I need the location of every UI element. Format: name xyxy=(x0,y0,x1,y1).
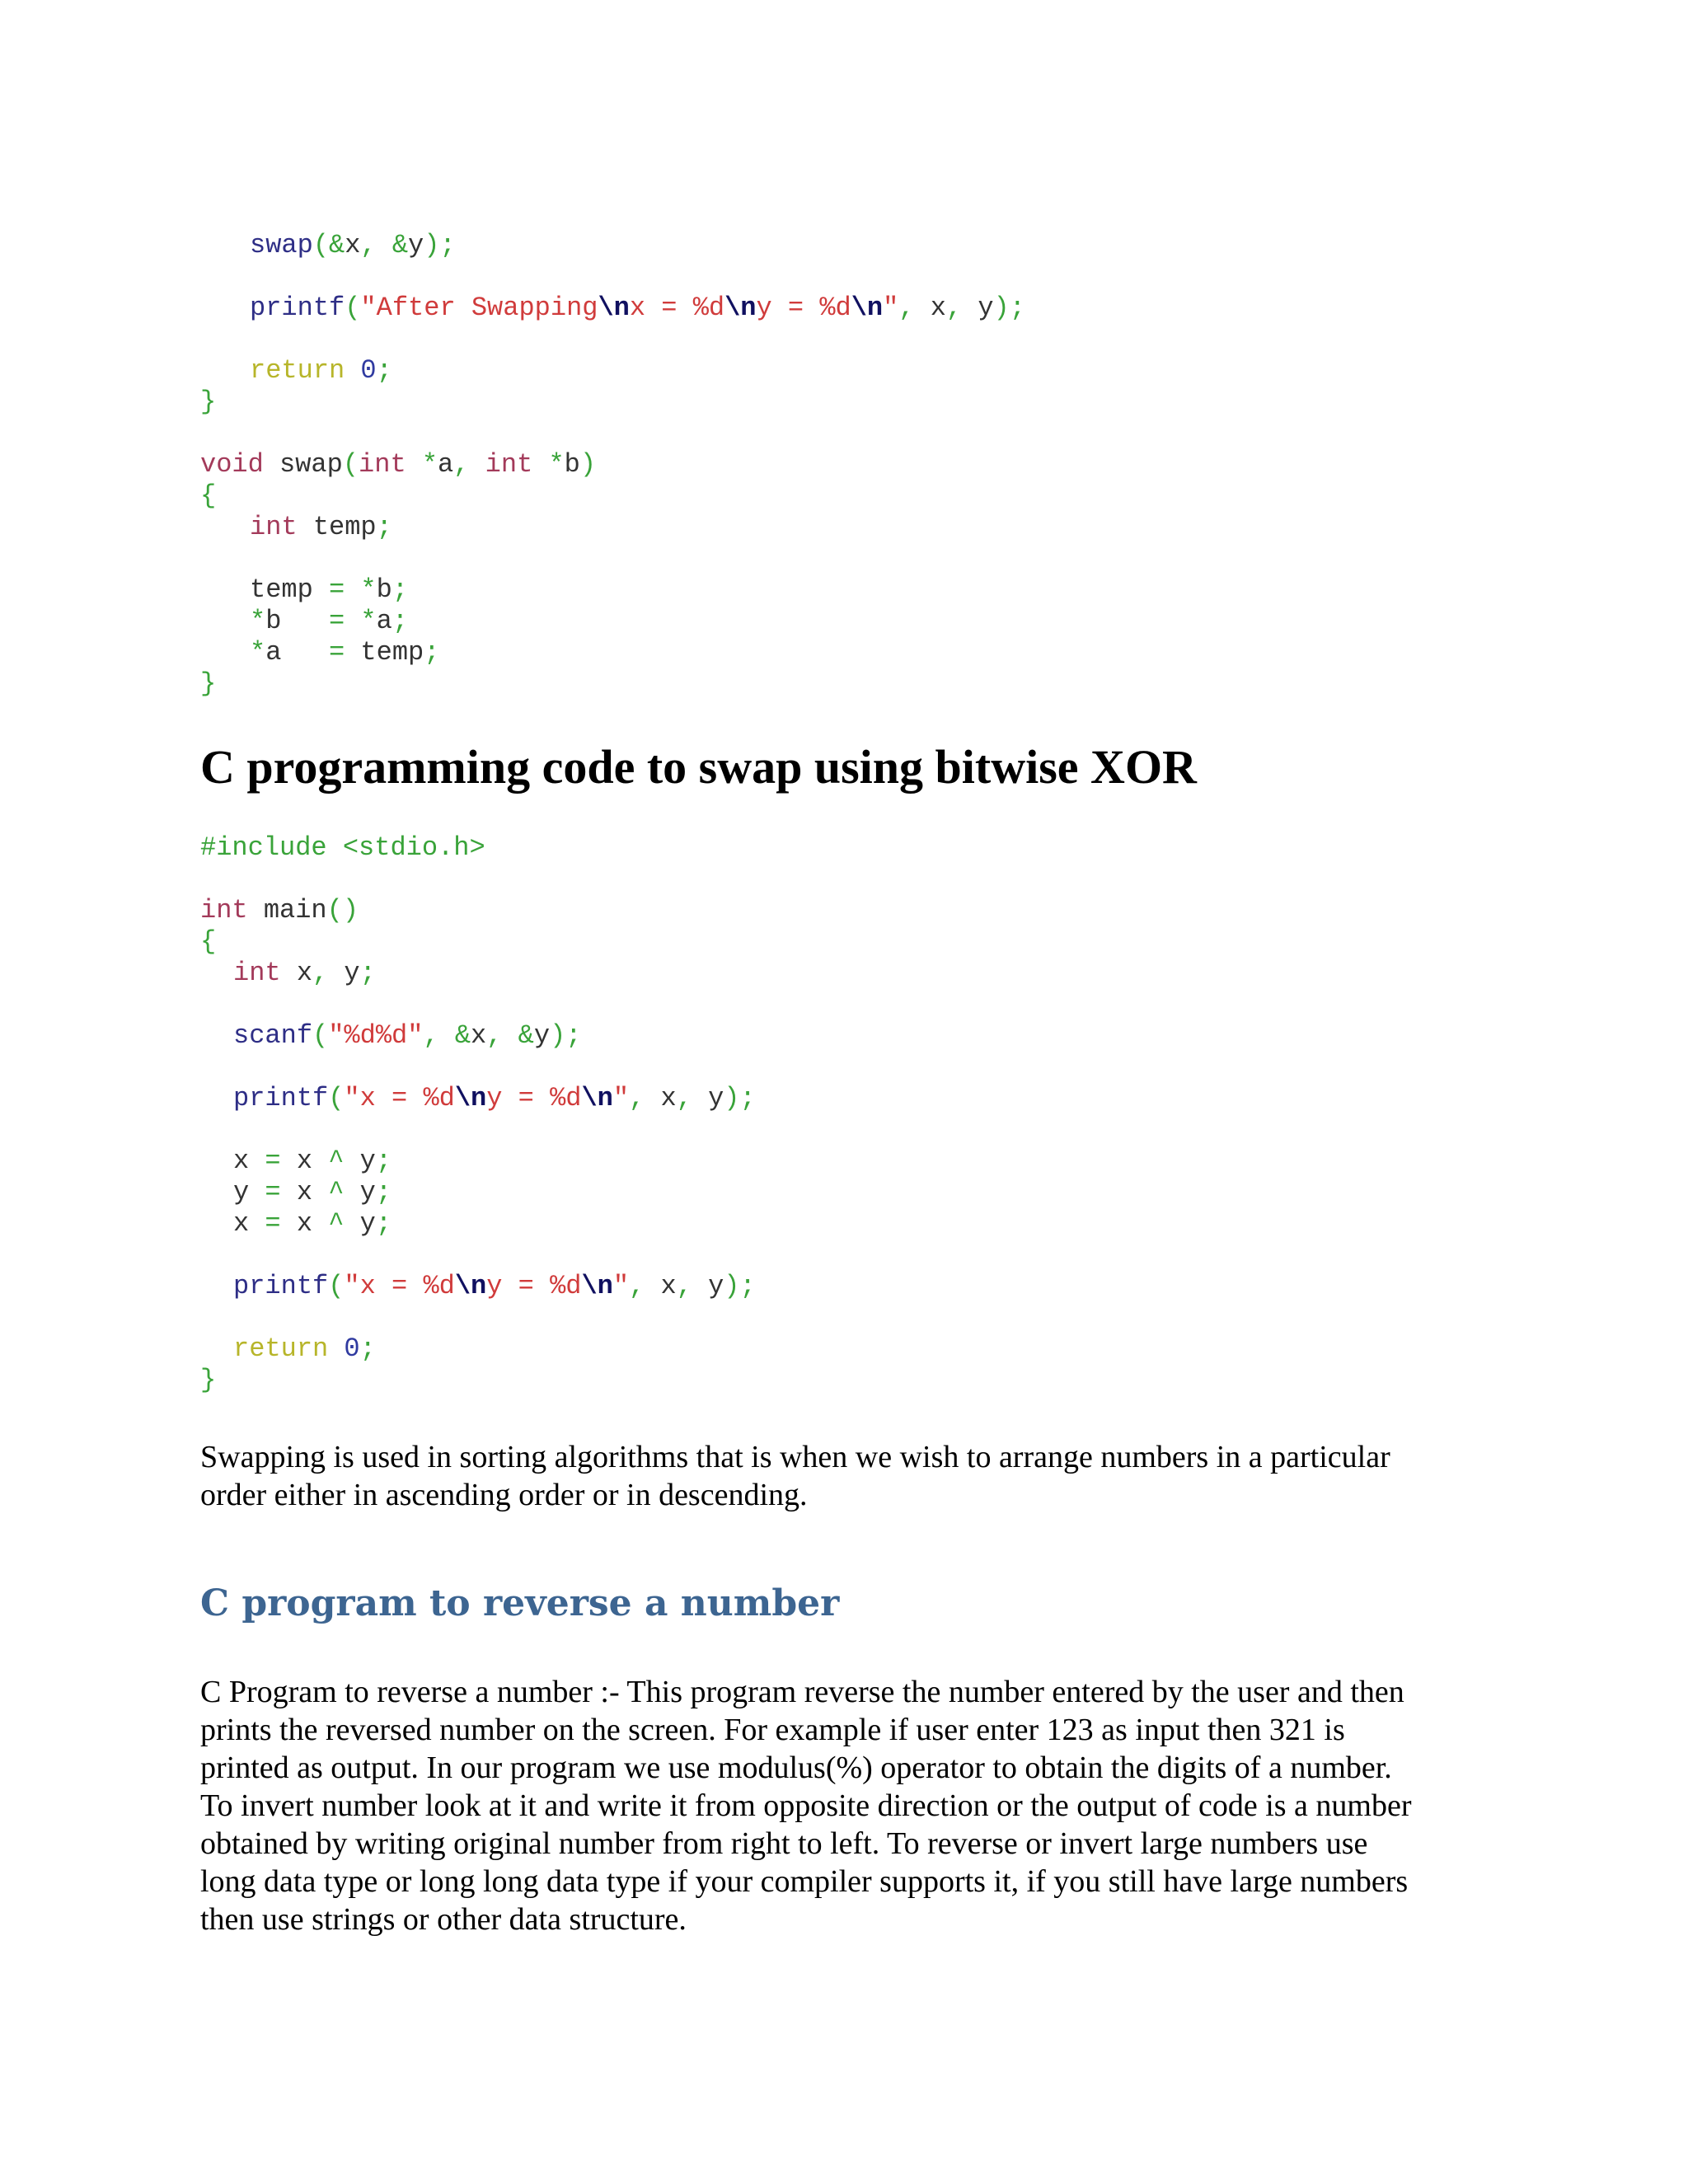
paragraph-line: printed as output. In our program we use modulus(%) operator to obtain the digits of a number. xyxy=(200,1750,1392,1785)
code-token: ; xyxy=(424,637,440,668)
code-token: x xyxy=(471,1020,487,1051)
code-blank-line xyxy=(200,1114,756,1146)
code-token: " xyxy=(883,293,899,323)
code-token: b xyxy=(564,449,580,480)
code-token: y = %d xyxy=(756,293,851,323)
code-line xyxy=(200,230,1025,261)
paragraph-line: order either in ascending order or in descending. xyxy=(200,1478,808,1512)
code-token: ( xyxy=(312,1020,329,1051)
code-token: ) xyxy=(579,449,597,480)
code-line xyxy=(200,1020,756,1052)
code-token: , xyxy=(945,293,978,323)
code-token: x xyxy=(345,230,361,260)
code-token: (& xyxy=(312,230,345,260)
code-token: "After Swapping xyxy=(360,293,598,323)
paragraph-line: Swapping is used in sorting algorithms that is when we wish to arrange numbers in a particular xyxy=(200,1440,1390,1474)
code-token: ; xyxy=(359,958,376,988)
code-token: y xyxy=(344,958,360,988)
code-blank-line xyxy=(200,324,1025,355)
code-token: \n xyxy=(851,293,884,323)
code-token: ; xyxy=(375,1208,392,1239)
code-token: ; xyxy=(375,1177,392,1207)
code-line xyxy=(200,606,1025,637)
code-token: } xyxy=(200,668,217,699)
code-token: " xyxy=(612,1083,630,1113)
code-token: , & xyxy=(486,1020,534,1051)
code-token: int xyxy=(485,449,533,480)
code-token: ; xyxy=(392,574,409,605)
paragraph-line: prints the reversed number on the screen. For example if user enter 123 as input then 321 is xyxy=(200,1713,1345,1747)
code-line xyxy=(200,355,1025,387)
code-line xyxy=(200,293,1025,324)
code-token: y xyxy=(708,1271,724,1301)
code-blank-line xyxy=(200,1240,756,1271)
code-token: a xyxy=(265,637,330,668)
code-token: * xyxy=(250,606,266,636)
code-token: ; xyxy=(359,1333,376,1364)
code-token: () xyxy=(326,895,359,926)
code-token: , xyxy=(629,1271,661,1301)
paragraph-line: obtained by writing original number from right to left. To reverse or invert large numbers use xyxy=(200,1826,1368,1861)
code-token: ^ xyxy=(328,1146,360,1176)
code-token: ( xyxy=(328,1271,345,1301)
code-token: } xyxy=(200,1365,217,1395)
code-blank-line xyxy=(200,418,1025,449)
paragraph-reverse-number xyxy=(200,1673,1486,1938)
code-token: = * xyxy=(329,574,377,605)
code-token: temp xyxy=(297,512,377,542)
code-token: x xyxy=(296,1177,329,1207)
code-token: "x = %d xyxy=(344,1083,455,1113)
code-line xyxy=(200,1177,756,1208)
code-token: * xyxy=(250,637,266,668)
paragraph-swapping-usage xyxy=(200,1438,1486,1514)
code-token: = xyxy=(265,1146,297,1176)
code-token: x = %d xyxy=(629,293,725,323)
code-line xyxy=(200,832,756,864)
code-token: * xyxy=(406,449,438,480)
code-token: y = %d xyxy=(486,1271,582,1301)
code-token: , xyxy=(629,1083,661,1113)
code-token: a xyxy=(376,606,392,636)
code-line xyxy=(200,387,1025,418)
code-token: a xyxy=(438,449,454,480)
code-token: ^ xyxy=(328,1208,360,1239)
code-line xyxy=(200,958,756,989)
code-token: 0 xyxy=(360,355,377,386)
code-token: x xyxy=(930,293,946,323)
code-token: , xyxy=(312,958,345,988)
code-token: = xyxy=(265,1208,297,1239)
code-token: , & xyxy=(423,1020,471,1051)
code-token: ( xyxy=(328,1083,345,1113)
code-token: void xyxy=(200,449,264,480)
heading-xor-swap: C programming code to swap using bitwise XOR xyxy=(200,740,1197,794)
code-blank-line xyxy=(200,989,756,1020)
code-token: \n xyxy=(454,1271,487,1301)
code-token: printf xyxy=(250,293,345,323)
code-line xyxy=(200,1333,756,1365)
paragraph-line: long data type or long long data type if your compiler supports it, if you still have large numbers xyxy=(200,1864,1409,1899)
code-token: = xyxy=(329,637,361,668)
code-blank-line xyxy=(200,261,1025,293)
code-token: ); xyxy=(550,1020,582,1051)
paragraph-line: then use strings or other data structure. xyxy=(200,1902,687,1937)
code-token xyxy=(345,355,360,386)
code-token: y xyxy=(708,1083,724,1113)
code-token: swap xyxy=(250,230,313,260)
code-token: , xyxy=(898,293,931,323)
code-token: #include <stdio.h> xyxy=(200,832,485,863)
code-token: ( xyxy=(345,293,361,323)
code-token: { xyxy=(200,480,217,511)
code-line xyxy=(200,480,1025,512)
code-line xyxy=(200,1365,756,1396)
code-token: ( xyxy=(342,449,359,480)
code-line xyxy=(200,1271,756,1302)
code-blank-line xyxy=(200,864,756,895)
code-line xyxy=(200,1083,756,1114)
code-token: x xyxy=(280,958,313,988)
code-token: y xyxy=(408,230,424,260)
code-token: ; xyxy=(376,355,392,386)
code-token: 0 xyxy=(344,1333,360,1364)
code-token: \n xyxy=(581,1083,613,1113)
code-token: * xyxy=(532,449,565,480)
code-token: "%d%d" xyxy=(328,1020,424,1051)
code-token: , xyxy=(453,449,485,480)
code-token: \n xyxy=(724,293,757,323)
code-token: x xyxy=(296,1208,329,1239)
code-token: ^ xyxy=(328,1177,360,1207)
code-line xyxy=(200,1208,756,1240)
code-token: = xyxy=(265,1177,297,1207)
code-blank-line xyxy=(200,1302,756,1333)
code-token: return xyxy=(233,1333,329,1364)
code-line xyxy=(200,1146,756,1177)
code-line xyxy=(200,926,756,958)
code-token: ); xyxy=(724,1083,756,1113)
code-token: printf xyxy=(233,1083,329,1113)
code-line xyxy=(200,895,756,926)
code-token: , xyxy=(676,1083,709,1113)
code-token: \n xyxy=(598,293,630,323)
code-block-swap-pointers xyxy=(200,230,1025,700)
code-line xyxy=(200,512,1025,543)
paragraph-line: To invert number look at it and write it from opposite direction or the output of code is a number xyxy=(200,1788,1412,1823)
code-token: = * xyxy=(329,606,377,636)
code-token: temp xyxy=(360,637,424,668)
code-token: y xyxy=(233,1177,265,1207)
code-token: x xyxy=(660,1271,677,1301)
code-token: swap xyxy=(263,449,343,480)
code-line xyxy=(200,668,1025,700)
code-token: ); xyxy=(993,293,1025,323)
code-token: , & xyxy=(360,230,409,260)
code-token: return xyxy=(250,355,345,386)
heading-reverse-number: C program to reverse a number xyxy=(200,1582,840,1624)
code-token: x xyxy=(233,1208,265,1239)
code-token: "x = %d xyxy=(344,1271,455,1301)
code-line xyxy=(200,637,1025,668)
code-token: printf xyxy=(233,1271,329,1301)
code-line xyxy=(200,449,1025,480)
code-blank-line xyxy=(200,543,1025,574)
code-token: y xyxy=(359,1208,376,1239)
paragraph-line: C Program to reverse a number :- This program reverse the number entered by the user and then xyxy=(200,1675,1404,1709)
code-token: y = %d xyxy=(486,1083,582,1113)
code-token: " xyxy=(612,1271,630,1301)
code-token xyxy=(328,1333,344,1364)
code-token: main xyxy=(247,895,327,926)
code-token: x xyxy=(233,1146,265,1176)
code-token: int xyxy=(359,449,406,480)
code-token: } xyxy=(200,387,217,417)
code-token: \n xyxy=(581,1271,613,1301)
code-token: int xyxy=(250,512,298,542)
code-token: y xyxy=(533,1020,551,1051)
code-blank-line xyxy=(200,1052,756,1083)
code-token: y xyxy=(359,1177,376,1207)
code-token: int xyxy=(233,958,281,988)
code-token: int xyxy=(200,895,248,926)
code-token: y xyxy=(359,1146,376,1176)
code-token: ; xyxy=(392,606,409,636)
code-block-xor-swap xyxy=(200,832,756,1396)
code-token: \n xyxy=(454,1083,487,1113)
code-token: y xyxy=(978,293,994,323)
code-token: ); xyxy=(724,1271,756,1301)
code-token: x xyxy=(660,1083,677,1113)
code-token: temp xyxy=(250,574,330,605)
code-token: b xyxy=(376,574,392,605)
code-token: b xyxy=(265,606,330,636)
code-token: { xyxy=(200,926,217,957)
code-token: , xyxy=(676,1271,709,1301)
code-line xyxy=(200,574,1025,606)
code-token: x xyxy=(296,1146,329,1176)
code-token: scanf xyxy=(233,1020,313,1051)
code-token: ; xyxy=(376,512,392,542)
code-token: ; xyxy=(375,1146,392,1176)
code-token: ); xyxy=(424,230,456,260)
